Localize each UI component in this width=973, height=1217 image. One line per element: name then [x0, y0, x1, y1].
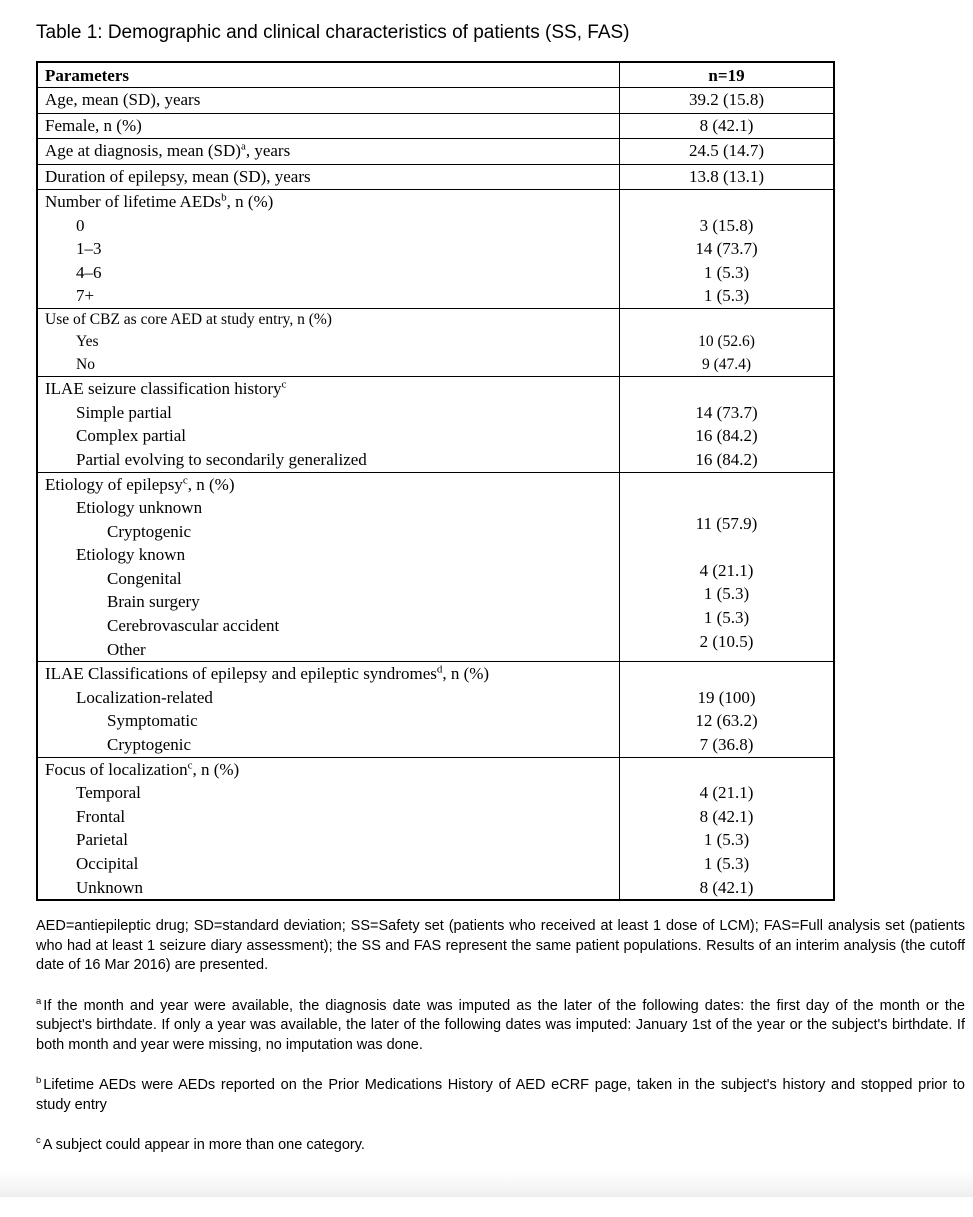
parameters-column: [38, 377, 620, 471]
param-label: Etiology unknown: [76, 498, 203, 518]
demographics-table: [36, 61, 835, 901]
footnote-text: A subject could appear in more than one category.: [42, 1137, 365, 1153]
table-section: [38, 472, 833, 662]
table-title: Table 1: Demographic and clinical characteristics of patients (SS, FAS): [36, 22, 630, 43]
param-label: ILAE Classifications of epilepsy and epileptic syndromes$^d$, n (%): [45, 663, 490, 684]
param-value: 1 (5.3): [703, 262, 750, 282]
param-value: 12 (63.2): [695, 711, 758, 731]
param-label: Brain surgery: [107, 592, 200, 612]
table-section: [38, 757, 833, 900]
param-value: [620, 309, 833, 331]
footnote-block: [36, 917, 965, 976]
param-value: 14 (73.7): [695, 402, 758, 422]
param-label: 4–6: [76, 262, 102, 282]
param-value: 8 (42.1): [699, 877, 754, 897]
param-value: 4 (21.1): [699, 560, 754, 580]
param-label: 7+: [76, 286, 95, 306]
parameters-column: [38, 139, 620, 164]
param-value: 13.8 (13.1): [688, 166, 765, 186]
param-label: Focus of localization$^c$, n (%): [45, 758, 240, 779]
param-value: 1 (5.3): [703, 286, 750, 306]
footnote-block: [36, 1136, 965, 1156]
table-section: [38, 138, 833, 164]
param-value: 4 (21.1): [699, 783, 754, 803]
param-label: Congenital: [107, 568, 182, 588]
superscript-marker: c: [187, 758, 193, 771]
footnote-text: Lifetime AEDs were AEDs reported on the Prior Medications History of AED eCRF page, taken in the subject's history and stopped prior to study entry: [36, 1077, 965, 1113]
param-label: ILAE seizure classification history$^c$: [45, 378, 287, 399]
footnote-block: [36, 997, 965, 1056]
param-label: 1–3: [76, 239, 102, 259]
superscript-marker: a: [240, 140, 246, 153]
param-label: No: [76, 355, 95, 373]
param-label: Parietal: [76, 830, 128, 850]
param-value: 7 (36.8): [699, 735, 754, 755]
values-column: [620, 165, 833, 190]
parameters-column: [38, 309, 620, 376]
param-value: 14 (73.7): [695, 239, 758, 259]
param-value: 1 (5.3): [703, 608, 750, 628]
param-label: Age, mean (SD), years: [45, 90, 201, 109]
param-value: [620, 758, 833, 782]
param-label: Frontal: [76, 806, 126, 826]
values-column: [620, 139, 833, 164]
param-label: Duration of epilepsy, mean (SD), years: [45, 166, 311, 186]
param-label: Number of lifetime AEDs$^b$, n (%): [45, 191, 274, 211]
param-value: 24.5 (14.7): [688, 141, 765, 160]
param-value: 16 (84.2): [695, 426, 758, 446]
param-value: 19 (100): [697, 687, 756, 707]
parameters-column: [38, 88, 620, 113]
superscript-marker: c: [281, 378, 287, 391]
param-label: Temporal: [76, 783, 141, 803]
parameters-column: [38, 662, 620, 756]
table-section: [38, 113, 833, 139]
param-label: Unknown: [76, 877, 144, 897]
values-column: [620, 662, 833, 756]
table-section: [38, 661, 833, 756]
parameters-column: [38, 165, 620, 190]
param-value: 8 (42.1): [699, 115, 754, 135]
param-label: Yes: [76, 333, 99, 351]
parameters-column: [38, 190, 620, 308]
table-header-row: [38, 63, 833, 88]
param-label: Localization-related: [76, 687, 213, 707]
footnote-superscript: a: [36, 995, 42, 1007]
param-label: Cerebrovascular accident: [107, 616, 280, 636]
values-column: [620, 473, 833, 662]
page-bottom-edge: [0, 1171, 973, 1197]
table-section: [38, 88, 833, 113]
table-section: [38, 376, 833, 471]
header-parameters: Parameters: [38, 63, 620, 87]
param-value: [620, 190, 833, 214]
param-label: Use of CBZ as core AED at study entry, n (%): [45, 310, 332, 328]
values-column: [620, 377, 833, 471]
param-value: [620, 465, 833, 489]
footnote-superscript: c: [36, 1135, 41, 1147]
param-value: 39.2 (15.8): [688, 90, 765, 109]
param-label: Etiology of epilepsy$^c$, n (%): [45, 473, 235, 494]
table-body: [38, 88, 833, 899]
superscript-marker: b: [221, 191, 227, 204]
parameters-column: [38, 114, 620, 139]
footnote-superscript: b: [36, 1075, 42, 1087]
param-label: Symptomatic: [107, 711, 198, 731]
param-value: 1 (5.3): [703, 854, 750, 874]
values-column: [620, 190, 833, 308]
footnote-text: AED=antiepileptic drug; SD=standard deviation; SS=Safety set (patients who received at least 1 dose of LCM); FAS=Full analysis set (patients who had at least 1 seizure diary assessment); the SS and FAS represent the same patient populations. Results of an interim analysis (the cutoff date of 16 Mar 2016) are presented.: [36, 918, 965, 973]
param-label: Partial evolving to secondarily generalized: [76, 449, 367, 469]
param-value: 8 (42.1): [699, 806, 754, 826]
param-value: 1 (5.3): [703, 830, 750, 850]
param-label: 0: [76, 215, 85, 235]
param-value: 1 (5.3): [703, 584, 750, 604]
param-label: Cryptogenic: [107, 735, 192, 755]
param-label: Complex partial: [76, 426, 187, 446]
param-value: 11 (57.9): [695, 513, 758, 533]
param-value: [620, 488, 833, 512]
superscript-marker: d: [436, 663, 443, 676]
table-section: [38, 308, 833, 376]
param-label: Age at diagnosis, mean (SD)$^a$, years: [45, 140, 291, 160]
header-n-count: n=19: [708, 66, 745, 85]
footnote-block: [36, 1076, 965, 1115]
parameters-column: [38, 473, 620, 662]
param-value: [620, 662, 833, 686]
param-value: 2 (10.5): [699, 631, 754, 651]
values-column: [620, 88, 833, 113]
superscript-marker: c: [182, 473, 188, 486]
values-column: [620, 114, 833, 139]
param-value: 9 (47.4): [701, 355, 752, 373]
param-label: Cryptogenic: [107, 521, 192, 541]
param-value: [620, 377, 833, 401]
param-label: Etiology known: [76, 545, 186, 565]
table-section: [38, 164, 833, 190]
param-label: Female, n (%): [45, 115, 142, 135]
param-value: 10 (52.6): [698, 333, 755, 351]
table-section: [38, 189, 833, 308]
param-value: 16 (84.2): [695, 449, 758, 469]
values-column: [620, 758, 833, 900]
param-value: 3 (15.8): [699, 215, 754, 235]
footnote-text: If the month and year were available, the diagnosis date was imputed as the later of the following dates: the first day of the month or the subject's birthdate. If only a year was available, the later of the following dates was imputed: January 1st of the year or the subject's birthdate. If both month and year were missing, no imputation was done.: [36, 997, 965, 1053]
values-column: [620, 309, 833, 376]
param-value: [620, 535, 833, 559]
param-label: Other: [107, 639, 146, 659]
param-label: Occipital: [76, 854, 139, 874]
parameters-column: [38, 758, 620, 900]
param-label: Simple partial: [76, 402, 172, 422]
